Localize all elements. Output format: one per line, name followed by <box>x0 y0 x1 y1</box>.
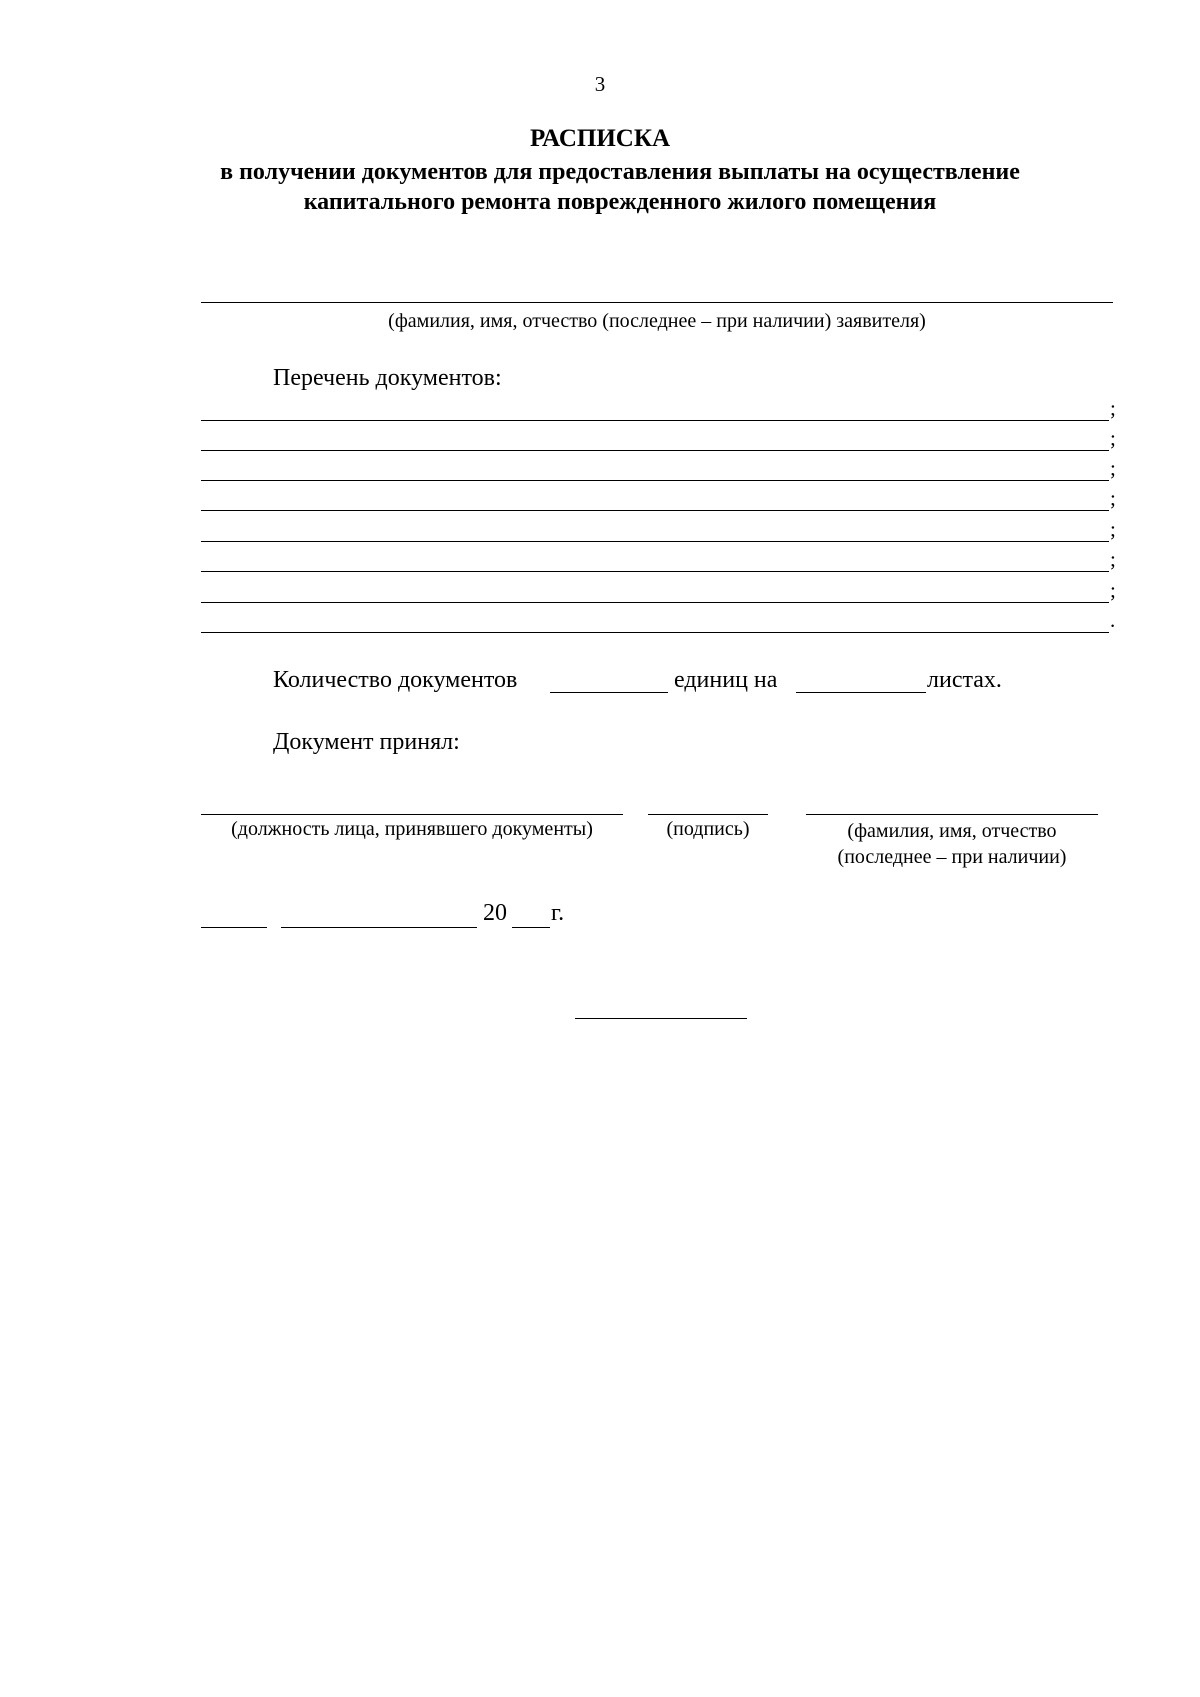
page-number: 3 <box>594 72 606 96</box>
document-line-1[interactable] <box>201 420 1109 421</box>
subtitle-line-1: в получении документов для предоставления выплаты на осуществление <box>220 159 1020 185</box>
document-subtitle <box>190 157 1050 217</box>
document-line-7[interactable] <box>201 602 1109 603</box>
documents-count-label: Количество документов <box>273 667 518 693</box>
units-label: единиц на <box>674 667 778 693</box>
document-line-4-end: ; <box>1110 486 1116 510</box>
document-line-5[interactable] <box>201 541 1109 542</box>
end-separator-line <box>575 1018 747 1019</box>
applicant-name-line[interactable] <box>201 302 1113 303</box>
date-month-field[interactable] <box>281 927 477 928</box>
acceptor-name-caption <box>806 818 1098 870</box>
document-line-3-end: ; <box>1110 456 1116 480</box>
document-line-2[interactable] <box>201 450 1109 451</box>
document-line-4[interactable] <box>201 510 1109 511</box>
acceptor-name-field[interactable] <box>806 814 1098 815</box>
document-line-1-end: ; <box>1110 396 1116 420</box>
date-year-prefix: 20 <box>483 900 507 926</box>
signature-field[interactable] <box>648 814 768 815</box>
document-title: РАСПИСКА <box>529 125 671 152</box>
document-line-2-end: ; <box>1110 426 1116 450</box>
document-line-6[interactable] <box>201 571 1109 572</box>
acceptor-name-caption-line-2: (последнее – при наличии) <box>837 846 1067 868</box>
document-line-7-end: ; <box>1110 578 1116 602</box>
position-caption: (должность лица, принявшего документы) <box>231 818 593 840</box>
document-line-5-end: ; <box>1110 517 1116 541</box>
subtitle-line-2: капитального ремонта поврежденного жилого помещения <box>303 189 937 215</box>
position-field[interactable] <box>201 814 623 815</box>
sheets-label: листах. <box>927 667 1002 693</box>
documents-count-field[interactable] <box>550 692 668 693</box>
document-line-6-end: ; <box>1110 547 1116 571</box>
document-line-3[interactable] <box>201 480 1109 481</box>
sheets-count-field[interactable] <box>796 692 926 693</box>
date-day-field[interactable] <box>201 927 267 928</box>
applicant-caption: (фамилия, имя, отчество (последнее – при наличии) заявителя) <box>388 310 926 332</box>
document-line-8[interactable] <box>201 632 1109 633</box>
date-year-suffix: г. <box>551 900 565 926</box>
acceptor-name-caption-line-1: (фамилия, имя, отчество <box>847 820 1057 842</box>
documents-heading: Перечень документов: <box>273 365 502 391</box>
signature-caption: (подпись) <box>666 818 750 840</box>
document-line-8-end: . <box>1110 608 1116 632</box>
date-year-field[interactable] <box>512 927 550 928</box>
accepted-label: Документ принял: <box>273 729 460 755</box>
